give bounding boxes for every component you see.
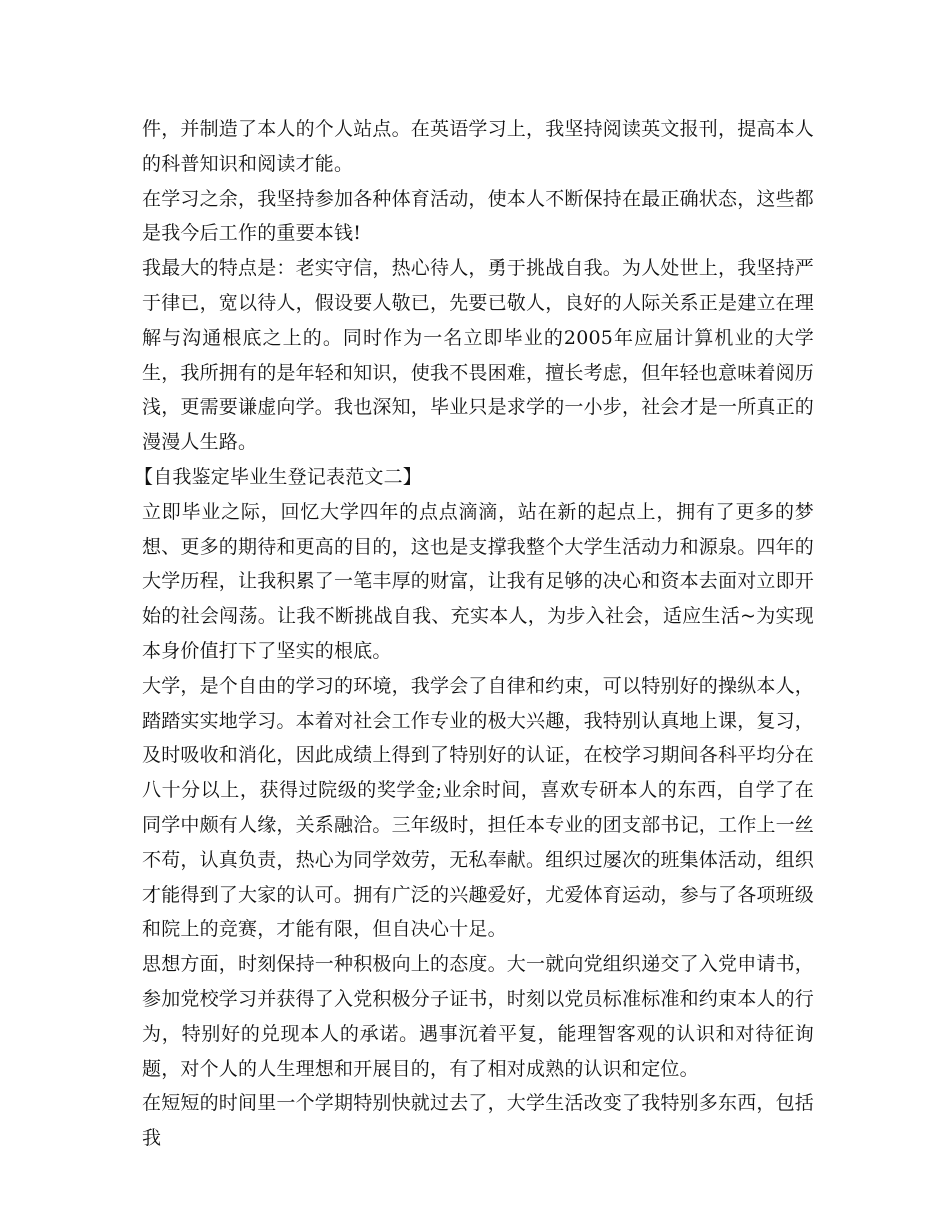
paragraph-university: 大学，是个自由的学习的环境，我学会了自律和约束，可以特别好的操纵本人，踏踏实实地学习。本着对社会工作专业的极大兴趣，我特别认真地上课，复习，及时吸收和消化，因此成绩上得到了特别好的认证，在校学习期间各科平均分在八十分以上，获得过院级的奖学金;业余时间，喜欢专研本人的东西，自学了在同学中颇有人缘，关系融洽。三年级时，担任本专业的团支部书记，工作上一丝不苟，认真负责，热心为同学效劳，无私奉献。组织过屡次的班集体活动，组织才能得到了大家的认可。拥有广泛的兴趣爱好，尤爱体育运动，参与了各项班级和院上的竞赛，才能有限，但自决心十足。: [142, 674, 815, 941]
paragraph-personal-site: 件，并制造了本人的个人站点。在英语学习上，我坚持阅读英文报刊，提高本人的科普知识和阅读才能。: [142, 118, 815, 175]
section-heading: 【自我鉴定毕业生登记表范文二】: [134, 465, 423, 488]
paragraph-semester: 在短短的时间里一个学期特别快就过去了，大学生活改变了我特别多东西，包括我: [142, 1092, 815, 1150]
paragraph-sports: 在学习之余，我坚持参加各种体育活动，使本人不断保持在最正确状态，这些都是我今后工作的重要本钱!: [142, 187, 815, 245]
document-page: [134, 112, 815, 1156]
paragraph-characteristics: 我最大的特点是：老实守信，热心待人，勇于挑战自我。为人处世上，我坚持严于律已，宽以待人，假设要人敬已，先要已敬人，良好的人际关系正是建立在理解与沟通根底之上的。同时作为一名立即毕业的2005年应届计算机业的大学生，我所拥有的是年轻和知识，使我不畏困难，擅长考虑，但年轻也意味着阅历浅，更需要谦虚向学。我也深知，毕业只是求学的一小步，社会才是一所真正的漫漫人生路。: [142, 257, 815, 454]
paragraph-graduation: 立即毕业之际，回忆大学四年的点点滴滴，站在新的起点上，拥有了更多的梦想、更多的期待和更高的目的，这也是支撑我整个大学生活动力和源泉。四年的大学历程，让我积累了一笔丰厚的财富，让我有足够的决心和资本去面对立即开始的社会闯荡。让我不断挑战自我、充实本人，为步入社会，适应生活~为实现本身价值打下了坚实的根底。: [142, 500, 815, 662]
paragraph-ideology: 思想方面，时刻保持一种积极向上的态度。大一就向党组织递交了入党申请书，参加党校学习并获得了入党积极分子证书，时刻以党员标准标准和约束本人的行为，特别好的兑现本人的承诺。遇事沉着平复，能理智客观的认识和对待征询题，对个人的人生理想和开展目的，有了相对成熟的认识和定位。: [142, 953, 815, 1080]
